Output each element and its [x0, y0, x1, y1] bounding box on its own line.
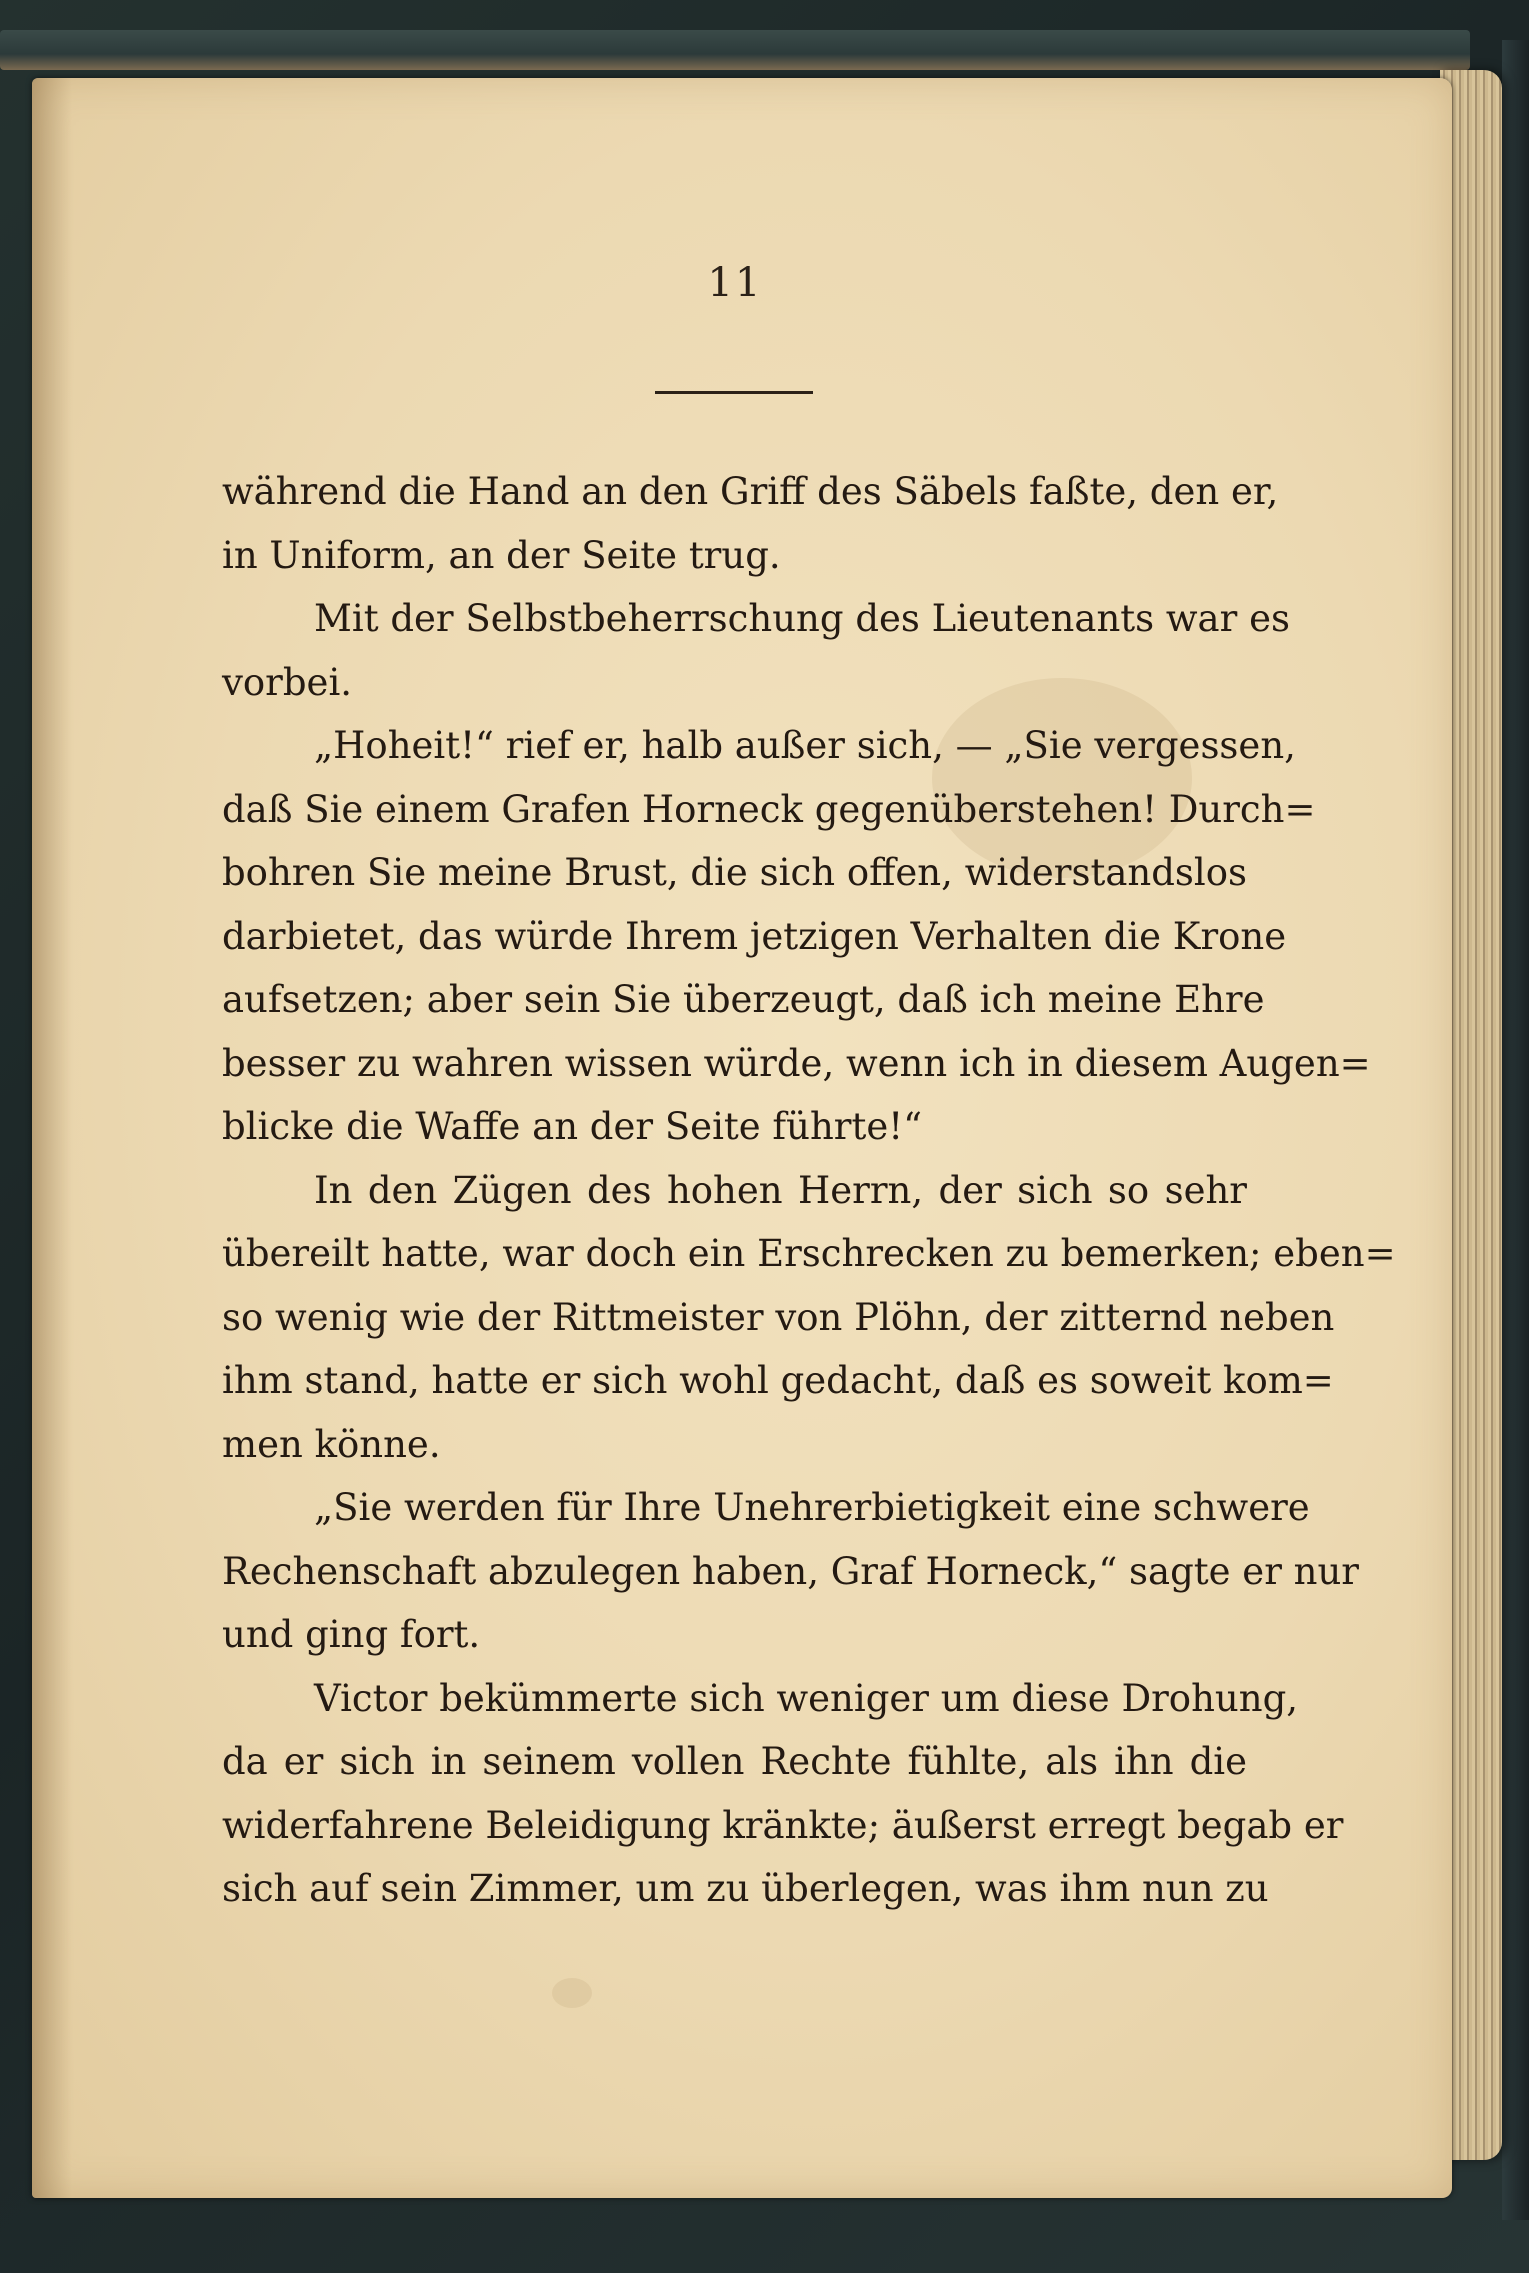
text-line: so wenig wie der Rittmeister von Plöhn, der zitternd neben: [222, 1295, 1335, 1339]
paper-stain: [552, 1978, 592, 2008]
text-line: bohren Sie meine Brust, die sich offen, widerstandslos: [222, 851, 1247, 894]
text-line: in Uniform, an der Seite trug.: [222, 533, 781, 577]
text-line: widerfahrene Beleidigung kränkte; äußerst erregt begab er: [222, 1803, 1344, 1847]
text-line: blicke die Waffe an der Seite führte!“: [222, 1105, 923, 1148]
text-line: darbietet, das würde Ihrem jetzigen Verhalten die Krone: [222, 914, 1287, 958]
page-number: 11: [707, 260, 763, 306]
text-line: sich auf sein Zimmer, um zu überlegen, was ihm nun zu: [222, 1867, 1269, 1910]
text-line: men könne.: [222, 1422, 441, 1466]
cover-right-edge: [1502, 40, 1529, 2220]
text-line: daß Sie einem Grafen Horneck gegenüberstehen! Durch=: [222, 787, 1316, 831]
text-line: Victor bekümmerte sich weniger um diese Drohung,: [314, 1676, 1299, 1720]
text-line: übereilt hatte, war doch ein Erschrecken zu bemerken; eben=: [222, 1232, 1396, 1275]
text-line: In den Zügen des hohen Herrn, der sich so sehr: [314, 1168, 1247, 1212]
text-line: vorbei.: [222, 660, 353, 704]
cover-top-edge: [0, 30, 1470, 70]
text-line: ihm stand, hatte er sich wohl gedacht, daß es soweit kom=: [222, 1359, 1334, 1402]
text-line: besser zu wahren wissen würde, wenn ich in diesem Augen=: [222, 1041, 1371, 1085]
body-text: [222, 460, 1396, 1921]
text-line: aufsetzen; aber sein Sie überzeugt, daß ich meine Ehre: [222, 978, 1265, 1021]
text-line: Mit der Selbstbeherrschung des Lieutenants war es: [314, 597, 1290, 640]
text-line: Rechenschaft abzulegen haben, Graf Horneck,“ sagte er nur: [222, 1549, 1359, 1593]
text-line: und ging fort.: [222, 1613, 481, 1656]
text-line: „Hoheit!“ rief er, halb außer sich, — „Sie vergessen,: [314, 724, 1296, 767]
page-gutter: [32, 78, 72, 2198]
text-line: während die Hand an den Griff des Säbels faßte, den er,: [222, 470, 1279, 513]
page-number-rule: [655, 391, 813, 394]
text-line: „Sie werden für Ihre Unehrerbietigkeit eine schwere: [314, 1486, 1310, 1529]
text-line: da er sich in seinem vollen Rechte fühlte, als ihn die: [222, 1740, 1247, 1783]
